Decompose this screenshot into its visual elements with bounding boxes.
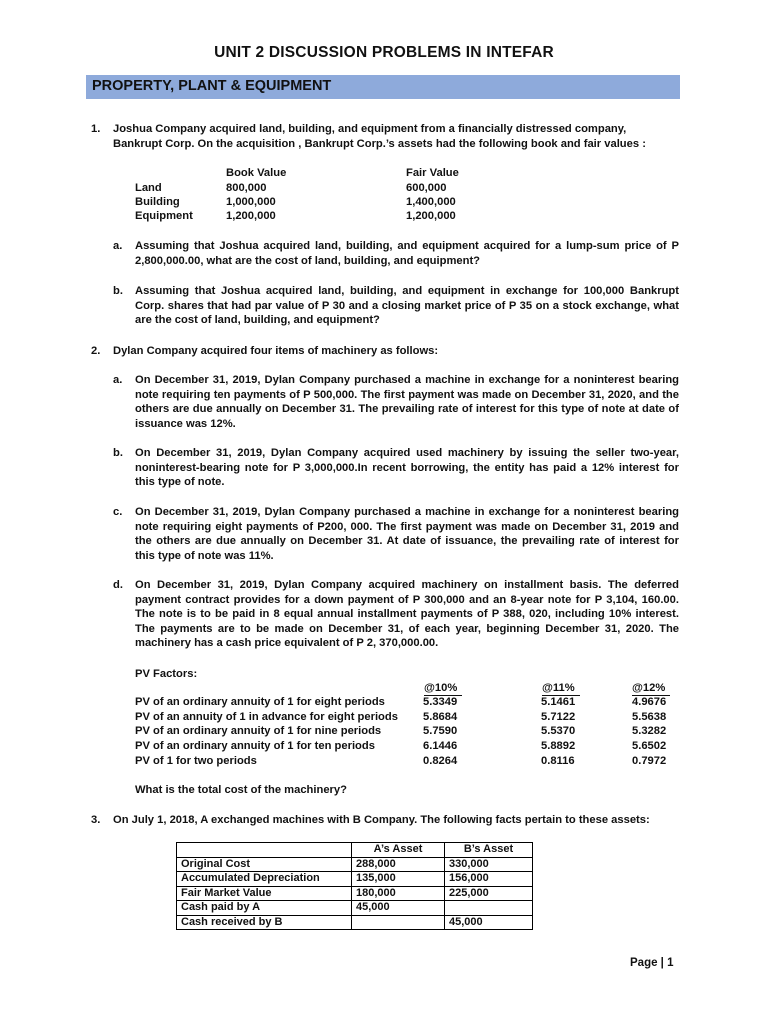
- problem-3-text: On July 1, 2018, A exchanged machines with B Company. The following facts pertain to these assets:: [113, 814, 650, 826]
- asset-book-value: 1,200,000: [226, 210, 276, 222]
- pv-value: 5.3282: [632, 725, 667, 737]
- pv-header-12: @12%: [632, 682, 666, 694]
- asset-label: Land: [135, 182, 162, 194]
- pv-value: 5.8684: [423, 711, 458, 723]
- problem-2d-letter: d.: [113, 579, 123, 591]
- problem-1-number: 1.: [91, 123, 101, 135]
- problem-3-number: 3.: [91, 814, 101, 826]
- problem-2-text: Dylan Company acquired four items of machinery as follows:: [113, 345, 439, 357]
- pv-row-label: PV of an annuity of 1 in advance for eight periods: [135, 711, 398, 723]
- problem-2b-letter: b.: [113, 447, 123, 459]
- asset-book-value: 1,000,000: [226, 196, 276, 208]
- table-header-cell: [177, 843, 352, 858]
- table-cell: Cash received by B: [177, 915, 352, 930]
- table-cell: Cash paid by A: [177, 901, 352, 916]
- pv-row-label: PV of 1 for two periods: [135, 755, 257, 767]
- table-row: [177, 901, 533, 916]
- problem-1a-text: Assuming that Joshua acquired land, building, and equipment acquired for a lump-sum price of P 2,800,000.00, what are the cost of land, building, and equipment?: [135, 240, 679, 267]
- asset-label: Equipment: [135, 210, 193, 222]
- machinery-cost-question: What is the total cost of the machinery?: [135, 784, 347, 796]
- table-cell: Original Cost: [177, 857, 352, 872]
- pv-value: 0.8116: [541, 755, 575, 767]
- table-cell: 180,000: [352, 886, 445, 901]
- problem-2a-letter: a.: [113, 374, 123, 386]
- pv-value: 0.8264: [423, 755, 458, 767]
- problem-2b-text: On December 31, 2019, Dylan Company acquired used machinery by issuing the seller two-year, noninterest-bearing note for P 3,000,000.In recent borrowing, the entity has paid a 12% interest for this type of note.: [135, 447, 679, 489]
- table-row: [177, 872, 533, 887]
- table-cell: Accumulated Depreciation: [177, 872, 352, 887]
- table-cell: [352, 915, 445, 930]
- table-header-row: [177, 843, 533, 858]
- asset-exchange-table: [176, 842, 533, 930]
- pv-value: 5.5370: [541, 725, 576, 737]
- table-cell: 330,000: [445, 857, 533, 872]
- pv-row-label: PV of an ordinary annuity of 1 for nine periods: [135, 725, 382, 737]
- asset-fair-value: 1,400,000: [406, 196, 456, 208]
- pv-value: 5.5638: [632, 711, 667, 723]
- table-row: [177, 857, 533, 872]
- problem-1b-letter: b.: [113, 285, 123, 297]
- fair-value-header: Fair Value: [406, 167, 459, 179]
- table-cell: 225,000: [445, 886, 533, 901]
- table-cell: 156,000: [445, 872, 533, 887]
- table-cell: 45,000: [445, 915, 533, 930]
- problem-2-number: 2.: [91, 345, 101, 357]
- problem-2c-letter: c.: [113, 506, 123, 518]
- pv-value: 5.6502: [632, 740, 667, 752]
- pv-value: 5.8892: [541, 740, 576, 752]
- pv-value: 5.7122: [541, 711, 576, 723]
- table-row: [177, 886, 533, 901]
- problem-1a-letter: a.: [113, 240, 123, 252]
- table-cell: 135,000: [352, 872, 445, 887]
- table-cell: Fair Market Value: [177, 886, 352, 901]
- asset-book-value: 800,000: [226, 182, 267, 194]
- table-cell: [445, 901, 533, 916]
- pv-value: 0.7972: [632, 755, 667, 767]
- page-title: UNIT 2 DISCUSSION PROBLEMS IN INTEFAR: [214, 44, 554, 61]
- problem-2c-text: On December 31, 2019, Dylan Company purchased a machine in exchange for a noninterest bearing note requiring eight payments of P200, 000. The first payment was made on December 31, 2019 and the others are due annually on December 31. At date of issuance, the prevailing rate of interest for this type of note was 11%.: [135, 506, 679, 562]
- problem-1-text: Joshua Company acquired land, building, and equipment from a financially distressed company, Bankrupt Corp. On the acquisition , Bankrupt Corp.’s assets had the following book and fair values :: [113, 123, 646, 150]
- pv-header-11: @11%: [542, 682, 575, 694]
- pv-value: 6.1446: [423, 740, 458, 752]
- asset-fair-value: 600,000: [406, 182, 447, 194]
- pv-row-label: PV of an ordinary annuity of 1 for ten periods: [135, 740, 375, 752]
- table-cell: 45,000: [352, 901, 445, 916]
- problem-1b-text: Assuming that Joshua acquired land, building, and equipment in exchange for 100,000 Bankrupt Corp. shares that had par value of P 30 and a closing market price of P 35 on a stock exchange, what are the cost of land, building, and equipment?: [135, 285, 679, 327]
- pv-value: 4.9676: [632, 696, 667, 708]
- table-cell: 288,000: [352, 857, 445, 872]
- pv-value: 5.1461: [541, 696, 576, 708]
- section-banner-label: PROPERTY, PLANT & EQUIPMENT: [92, 78, 332, 94]
- page-number: Page | 1: [630, 957, 674, 969]
- pv-header-10: @10%: [424, 682, 458, 694]
- table-header-cell: A’s Asset: [352, 843, 445, 858]
- asset-fair-value: 1,200,000: [406, 210, 456, 222]
- pv-value: 5.7590: [423, 725, 458, 737]
- problem-2a-text: On December 31, 2019, Dylan Company purchased a machine in exchange for a noninterest bearing note requiring ten payments of P 500,000. The first payment was made on December 31, 2020, and the others are due annually on December 31. The prevailing rate of interest for this type of note at date of issuance was 12%.: [135, 374, 679, 430]
- pv-value: 5.3349: [423, 696, 458, 708]
- pv-row-label: PV of an ordinary annuity of 1 for eight periods: [135, 696, 385, 708]
- table-header-cell: B’s Asset: [445, 843, 533, 858]
- pv-factors-title: PV Factors:: [135, 668, 198, 680]
- problem-2d-text: On December 31, 2019, Dylan Company acquired machinery on installment basis. The deferred payment contract provides for a down payment of P 300,000 and an 8-year note for P 3,104, 160.00. The note is to be paid in 8 equal annual installment payments of P 388, 020, including 10% interest. The payments are to be made on December 31, of each year, beginning December 31, 2020. The machinery has a cash price equivalent of P 2, 370,000.00.: [135, 579, 679, 650]
- table-row: [177, 915, 533, 930]
- book-value-header: Book Value: [226, 167, 287, 179]
- section-banner: [86, 75, 680, 99]
- asset-label: Building: [135, 196, 180, 208]
